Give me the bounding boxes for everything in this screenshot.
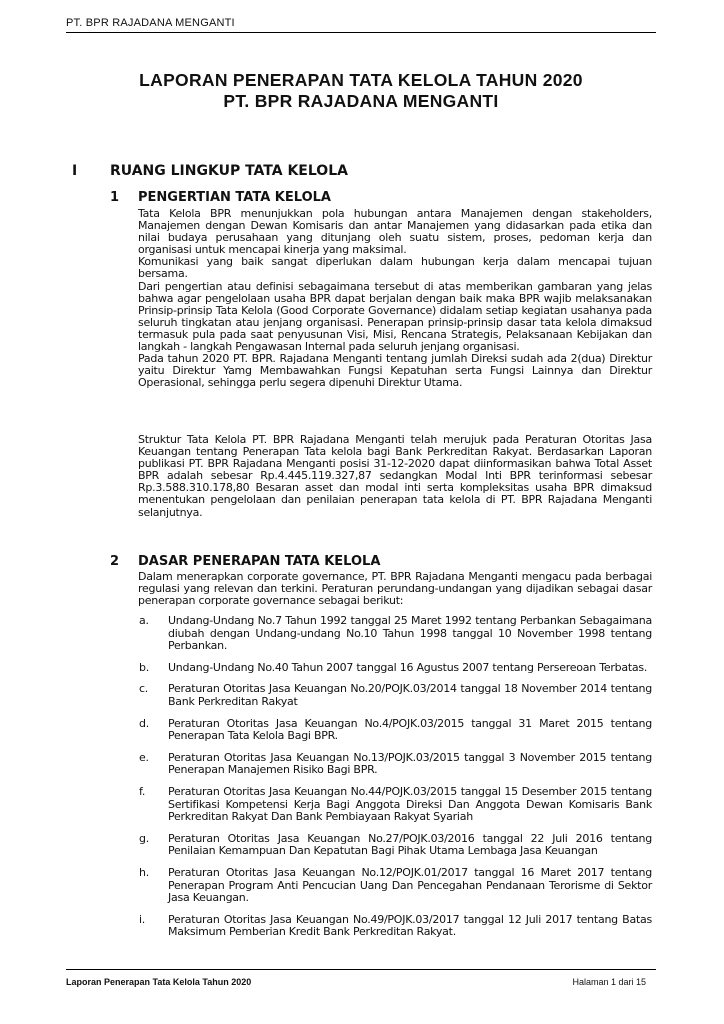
list-marker: a.: [139, 614, 149, 627]
list-item-text: Peraturan Otoritas Jasa Keuangan No.44/POJK.03/2015 tanggal 15 Desember 2015 tentang Sertifikasi Kompetensi Kerja Bagi Anggota Direksi Dan Anggota Dewan Komisaris Bank Perkreditan Rakyat Dan Bank Pembiayaan Rakyat Syariah: [168, 784, 652, 824]
regulation-list: [138, 615, 652, 948]
subsection-2-title: DASAR PENERAPAN TATA KELOLA: [138, 554, 381, 569]
paragraph: Tata Kelola BPR menunjukkan pola hubungan antara Manajemen dengan stakeholders, Manajemen dengan Dewan Komisaris dan antar Manajemen yang didasarkan pada etika dan nilai budaya perusahaan yang ditunjang oleh suatu sistem, proses, pedoman kerja dan organisasi untuk mencapai kinerja yang maksimal.: [138, 207, 652, 257]
paragraph: Dalam menerapkan corporate governance, PT. BPR Rajadana Menganti mengacu pada berbagai regulasi yang relevan dan terkini. Peraturan perundang-undangan yang dijadikan sebagai dasar penerapan corporate governance sebagai berikut:: [138, 570, 652, 608]
list-item: [138, 867, 652, 905]
list-item: [138, 752, 652, 777]
list-item: [138, 615, 652, 653]
subsection-2-intro: [138, 571, 652, 607]
subsection-1-number: 1: [110, 190, 120, 205]
subsection-1-body: [138, 208, 652, 389]
list-marker: f.: [139, 784, 146, 798]
list-item-text: Peraturan Otoritas Jasa Keuangan No.4/POJK.03/2015 tanggal 31 Maret 2015 tentang Penerapan Tata Kelola Bagi BPR.: [168, 716, 652, 743]
list-item-text: Peraturan Otoritas Jasa Keuangan No.20/POJK.03/2014 tanggal 18 November 2014 tentang Bank Perkreditan Rakyat: [168, 682, 652, 708]
list-item-text: Peraturan Otoritas Jasa Keuangan No.49/POJK.03/2017 tanggal 12 Juli 2017 tentang Batas Maksimum Pemberian Kredit Bank Perkreditan Rakyat.: [168, 912, 652, 939]
paragraph: Dari pengertian atau definisi sebagaimana tersebut di atas memberikan gambaran yang jelas bahwa agar pengelolaan usaha BPR dapat berjalan dengan baik maka BPR wajib melaksanakan Prinsip-prinsip Tata Kelola (Good Corporate Governance) didalam setiap kegiatan usahanya pada seluruh tingkatan atau jenjang organisasi. Penerapan prinsip-prinsip dasar tata kelola dimaksud termasuk pula pada saat penyusunan Visi, Misi, Rencana Strategis, Pelaksanaan Kebijakan dan langkah - langkah Pengawasan Internal pada seluruh jenjang organisasi.: [138, 279, 652, 354]
subsection-2-number: 2: [110, 554, 120, 569]
list-item: [138, 662, 652, 675]
page-footer: [66, 969, 656, 987]
list-marker: h.: [139, 865, 149, 879]
running-header: PT. BPR RAJADANA MENGANTI: [66, 17, 656, 33]
subsection-1-structure-paragraph: [138, 434, 652, 519]
list-marker: e.: [139, 750, 149, 764]
list-marker: d.: [139, 716, 149, 730]
list-item: [138, 718, 652, 743]
list-item-text: Peraturan Otoritas Jasa Keuangan No.12/POJK.01/2017 tanggal 16 Maret 2017 tentang Penerapan Program Anti Pencucian Uang Dan Pencegahan Pendanaan Terorisme di Sektor Jasa Keuangan.: [168, 865, 652, 905]
paragraph: Komunikasi yang baik sangat diperlukan dalam hubungan kerja dalam mencapai tujuan bersama.: [138, 255, 652, 281]
paragraph: Struktur Tata Kelola PT. BPR Rajadana Menganti telah merujuk pada Peraturan Otoritas Jasa Keuangan tentang Penerapan Tata kelola bagi Bank Perkreditan Rakyat. Berdasarkan Laporan publikasi PT. BPR Rajadana Menganti posisi 31-12-2020 dapat diinformasikan bahwa Total Asset BPR adalah sebesar Rp.4.445.119.327,87 sedangkan Modal Inti BPR terinformasi sebesar Rp.3.588.310.178,80 Besaran asset dan modal inti serta kompleksitas usaha BPR dimaksud menentukan pengelolaan dan penilaian penerapan tata kelola di PT. BPR Rajadana Menganti selanjutnya.: [138, 433, 652, 519]
section-title: RUANG LINGKUP TATA KELOLA: [110, 163, 348, 179]
list-item-text: Peraturan Otoritas Jasa Keuangan No.13/POJK.03/2015 tanggal 3 November 2015 tentang Penerapan Manajemen Risiko Bagi BPR.: [168, 750, 652, 777]
list-item: [138, 914, 652, 939]
list-item: [138, 833, 652, 858]
list-marker: g.: [139, 831, 149, 845]
page-number: Halaman 1 dari 15: [572, 977, 646, 987]
list-marker: i.: [139, 912, 146, 926]
list-marker: b.: [139, 660, 149, 674]
list-marker: c.: [139, 682, 149, 696]
title-line-1: LAPORAN PENERAPAN TATA KELOLA TAHUN 2020: [139, 70, 583, 90]
list-item-text: Peraturan Otoritas Jasa Keuangan No.27/POJK.03/2016 tanggal 22 Juli 2016 tentang Penilaian Kemampuan Dan Kepatutan Bagi Pihak Utama Lembaga Jasa Keuangan: [168, 831, 652, 858]
title-line-2: PT. BPR RAJADANA MENGANTI: [223, 91, 499, 111]
list-item-text: Undang-Undang No.7 Tahun 1992 tanggal 25 Maret 1992 tentang Perbankan Sebagaimana diubah dengan Undang-undang No.10 Tahun 1998 tanggal 10 November 1998 tentang Perbankan.: [168, 614, 652, 653]
section-number: I: [72, 163, 78, 179]
paragraph: Pada tahun 2020 PT. BPR. Rajadana Menganti tentang jumlah Direksi sudah ada 2(dua) Direktur yaitu Direktur Yamg Membawahkan Fungsi Kepatuhan serta Fungsi Lainnya dan Direktur Operasional, sehingga perlu segera dipenuhi Direktur Utama.: [138, 352, 652, 390]
list-item-text: Undang-Undang No.40 Tahun 2007 tanggal 16 Agustus 2007 tentang Persereoan Terbatas.: [168, 660, 648, 674]
subsection-1-title: PENGERTIAN TATA KELOLA: [138, 190, 331, 205]
list-item: [138, 683, 652, 708]
list-item: [138, 786, 652, 824]
footer-document-title: Laporan Penerapan Tata Kelola Tahun 2020: [66, 977, 252, 987]
document-title: [66, 70, 656, 112]
